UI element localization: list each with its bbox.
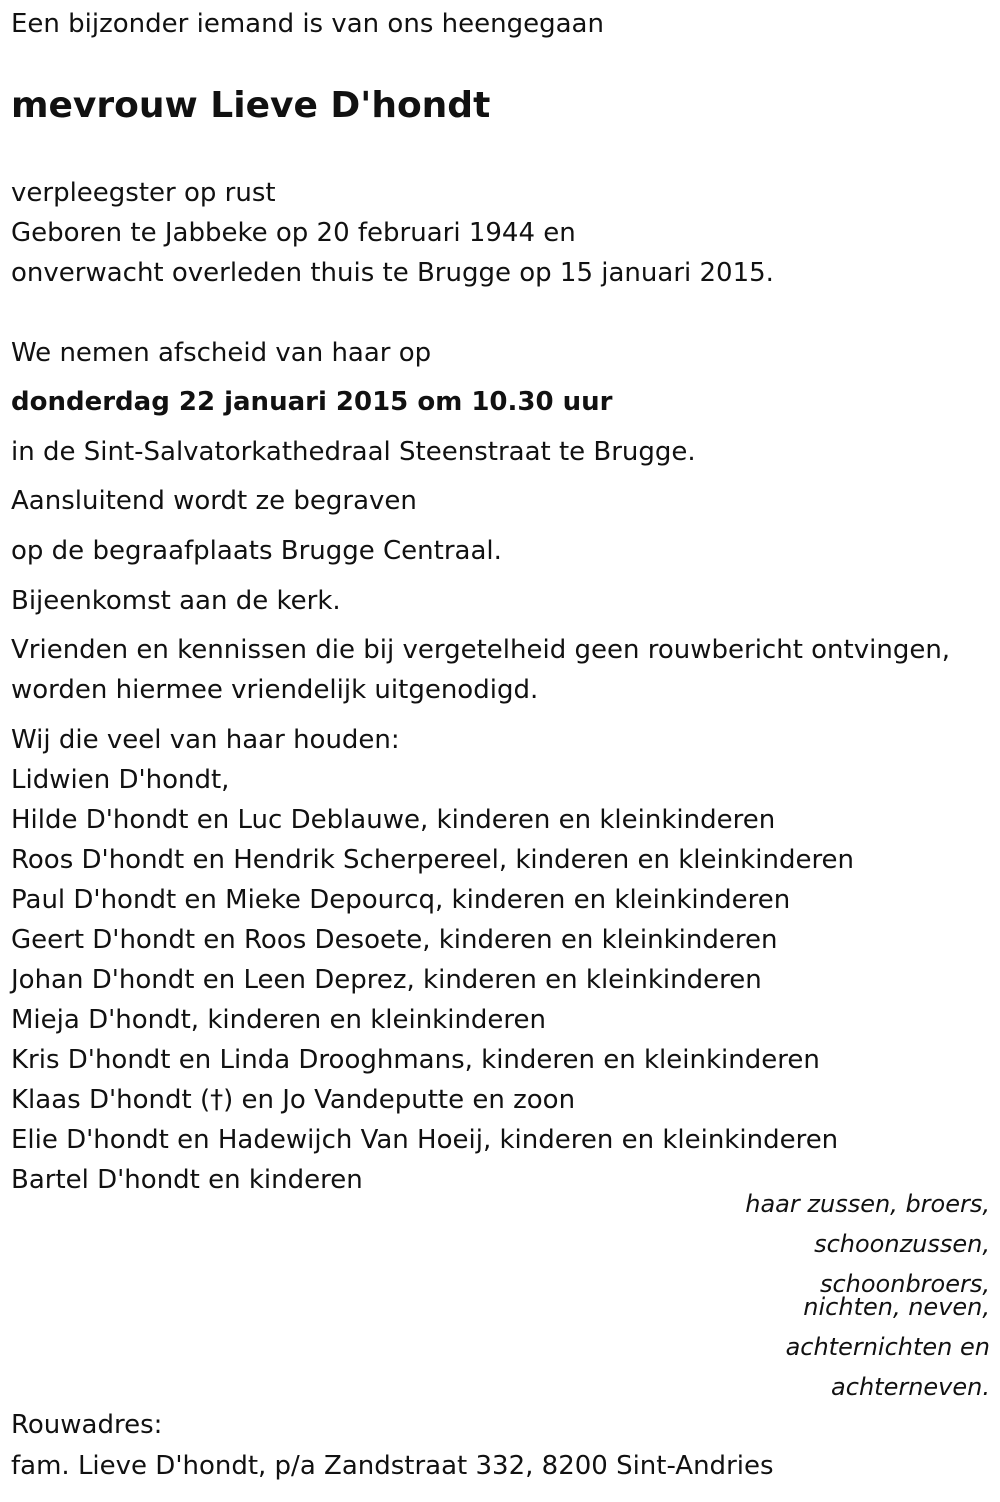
family-member: Roos D'hondt en Hendrik Scherpereel, kinderen en kleinkinderen (11, 845, 855, 875)
family-member: Geert D'hondt en Roos Desoete, kinderen en kleinkinderen (11, 925, 778, 955)
family-member-klaas (11, 1080, 575, 1120)
family-member: Hilde D'hondt en Luc Deblauwe, kinderen en kleinkinderen (11, 805, 776, 835)
invitation-line-1: Vrienden en kennissen die bij vergetelheid geen rouwbericht ontvingen, (11, 635, 951, 665)
invitation-line-2: worden hiermee vriendelijk uitgenodigd. (11, 675, 539, 705)
relatives-line: schoonzussen, (814, 1230, 990, 1258)
profession-text: verpleegster op rust (11, 178, 276, 208)
farewell-date: donderdag 22 januari 2015 om 10.30 uur (11, 387, 613, 417)
address-text: fam. Lieve D'hondt, p/a Zandstraat 332, 8200 Sint-Andries (11, 1451, 774, 1481)
address-label: Rouwadres: (11, 1410, 163, 1440)
relatives-line: achterneven. (831, 1373, 990, 1401)
deceased-name: mevrouw Lieve D'hondt (11, 85, 491, 126)
birth-text: Geboren te Jabbeke op 20 februari 1944 en (11, 218, 576, 248)
cross-icon: † (210, 1085, 224, 1115)
family-member: Kris D'hondt en Linda Drooghmans, kinderen en kleinkinderen (11, 1045, 820, 1075)
family-member: Paul D'hondt en Mieke Depourcq, kinderen en kleinkinderen (11, 885, 791, 915)
farewell-intro: We nemen afscheid van haar op (11, 338, 432, 368)
family-member: Bartel D'hondt en kinderen (11, 1165, 363, 1195)
relatives-line: achternichten en (785, 1333, 990, 1361)
intro-text: Een bijzonder iemand is van ons heengegaan (11, 9, 604, 39)
gathering-text: Bijeenkomst aan de kerk. (11, 586, 341, 616)
relatives-line: schoonbroers, (819, 1270, 990, 1298)
burial-line-1: Aansluitend wordt ze begraven (11, 486, 417, 516)
relatives-line: haar zussen, broers, (745, 1190, 990, 1218)
family-member-rest: ) en Jo Vandeputte en zoon (223, 1085, 576, 1115)
family-member-name: Klaas D'hondt ( (11, 1085, 211, 1115)
family-intro: Wij die veel van haar houden: (11, 725, 400, 755)
ceremony-location: in de Sint-Salvatorkathedraal Steenstraat te Brugge. (11, 437, 696, 467)
relatives-line: nichten, neven, (803, 1293, 990, 1321)
family-member: Mieja D'hondt, kinderen en kleinkinderen (11, 1005, 547, 1035)
family-member: Elie D'hondt en Hadewijch Van Hoeij, kinderen en kleinkinderen (11, 1125, 839, 1155)
death-text: onverwacht overleden thuis te Brugge op 15 januari 2015. (11, 258, 774, 288)
family-member: Johan D'hondt en Leen Deprez, kinderen en kleinkinderen (11, 965, 762, 995)
burial-line-2: op de begraafplaats Brugge Centraal. (11, 536, 502, 566)
family-member: Lidwien D'hondt, (11, 765, 230, 795)
